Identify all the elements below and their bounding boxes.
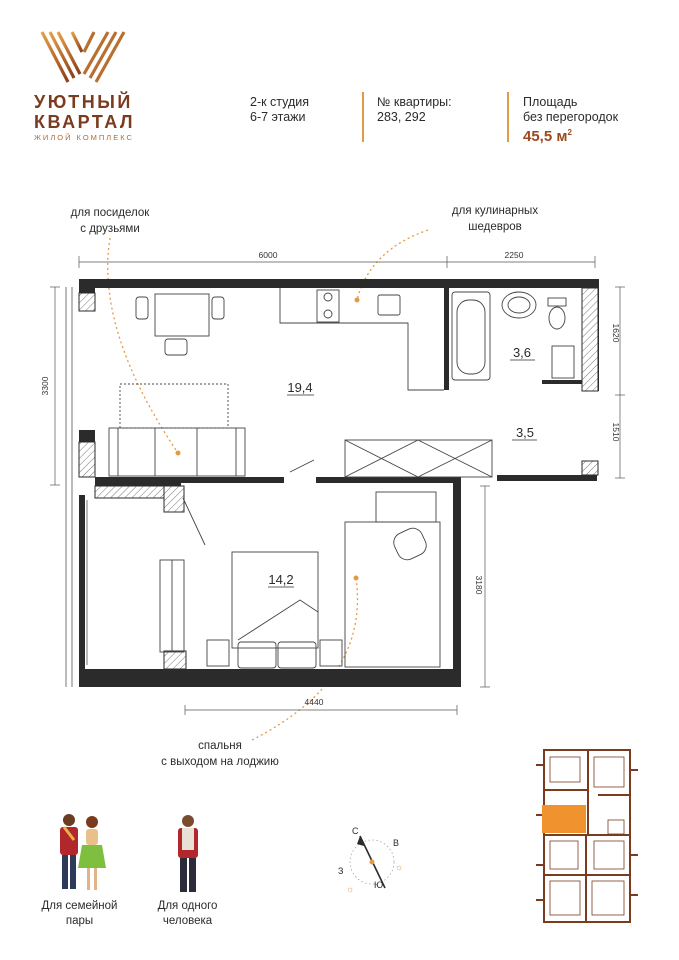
bed <box>232 552 318 648</box>
leader-friends <box>108 238 178 453</box>
audience-family-line2: пары <box>65 915 94 927</box>
couple-icon <box>48 810 118 898</box>
building-keyplan <box>528 745 646 930</box>
desk <box>376 492 436 522</box>
room-hall-area: 3,5 <box>515 425 535 440</box>
room-living-area: 19,4 <box>287 380 313 395</box>
wall-mid-right <box>316 477 459 483</box>
single-person-icon <box>170 812 206 898</box>
washbasin <box>502 292 536 318</box>
compass-s: Ю <box>374 880 384 890</box>
toilet <box>549 307 565 329</box>
wall-hatch-right <box>582 288 598 391</box>
kitchen-counter <box>280 288 444 390</box>
compass-w: З <box>338 866 344 876</box>
wall-left-upper <box>79 279 95 293</box>
compass-n: С <box>352 826 359 836</box>
audience-family <box>22 899 137 929</box>
room-bedroom-area: 14,2 <box>268 572 294 587</box>
wall-hatch-left <box>79 293 95 311</box>
audience-family-line1: Для семейной <box>41 900 118 912</box>
dim-left: 3300 <box>40 376 50 396</box>
wall-mid-center <box>181 477 284 483</box>
compass-e: В <box>393 838 400 848</box>
callout-friends-line1: для посиделок <box>70 207 150 219</box>
dim-right-mid: 1510 <box>611 422 621 442</box>
leader-dot <box>355 298 360 303</box>
wall-right-lower <box>453 477 461 687</box>
toilet-tank <box>548 298 566 306</box>
wall-left-lower <box>79 495 85 669</box>
nightstand-right <box>320 640 342 666</box>
nightstand-left <box>207 640 229 666</box>
chair <box>390 525 429 563</box>
wardrobe <box>345 440 492 477</box>
brand-name-line1: УЮТНЫЙ <box>34 92 133 112</box>
wall-hatch-right2 <box>582 461 598 475</box>
wall-bath-left <box>444 288 449 390</box>
wall-hatch-left2 <box>79 442 95 477</box>
callout-cooking-line2: шедевров <box>468 221 522 233</box>
brand-name-line2: КВАРТАЛ <box>34 112 136 132</box>
leader-dot <box>354 576 359 581</box>
wall-bottom <box>79 669 461 687</box>
callout-cooking-line1: для кулинарных <box>451 205 539 217</box>
wall-top <box>79 279 598 288</box>
dim-right-top: 1620 <box>611 323 621 343</box>
wall-hall-right <box>497 475 597 481</box>
wall-mid-left <box>95 477 181 486</box>
audience-single-line2: человека <box>162 915 213 927</box>
area-label-line2: без перегородок <box>523 110 619 124</box>
bath-door-wall <box>542 380 582 384</box>
dim-bottom: 4440 <box>304 697 324 707</box>
dining-table <box>155 294 209 336</box>
dim-top-left: 6000 <box>258 250 278 260</box>
wall-hatch-loggia <box>164 651 186 669</box>
callout-friends-line2: с друзьями <box>80 223 140 235</box>
brand-subtitle: ЖИЛОЙ КОМПЛЕКС <box>34 133 134 142</box>
dim-top-right: 2250 <box>504 250 524 260</box>
stove <box>317 290 339 322</box>
keyplan-apartment-highlight <box>542 805 586 833</box>
audience-single-line1: Для одного <box>157 900 218 912</box>
kitchen-sink <box>378 295 400 315</box>
compass-icon <box>330 822 410 902</box>
leader-cooking <box>357 230 428 300</box>
leader-dot <box>176 451 181 456</box>
callout-bedroom-line2: с выходом на лоджию <box>161 756 279 768</box>
area-label-line1: Площадь <box>523 95 578 109</box>
area-number: 45,5 м <box>523 128 568 145</box>
audience-single <box>135 899 240 929</box>
apartment-type-line1: 2-к студия <box>250 95 310 109</box>
wall-hatch-loggia2 <box>164 486 184 512</box>
wall-left-stub <box>79 430 95 442</box>
apartment-numbers-label: № квартиры: <box>377 95 452 109</box>
apartment-numbers-value: 283, 292 <box>377 110 426 124</box>
area-unit-sup: 2 <box>567 128 572 137</box>
callout-bedroom-line1: спальня <box>198 740 242 752</box>
dim-right-bottom: 3180 <box>474 575 484 595</box>
apartment-floors: 6-7 этажи <box>250 110 306 124</box>
washing-machine <box>552 346 574 378</box>
room-bath-area: 3,6 <box>512 345 532 360</box>
svg-text:☼: ☼ <box>346 884 355 894</box>
svg-text:☼: ☼ <box>395 862 404 872</box>
